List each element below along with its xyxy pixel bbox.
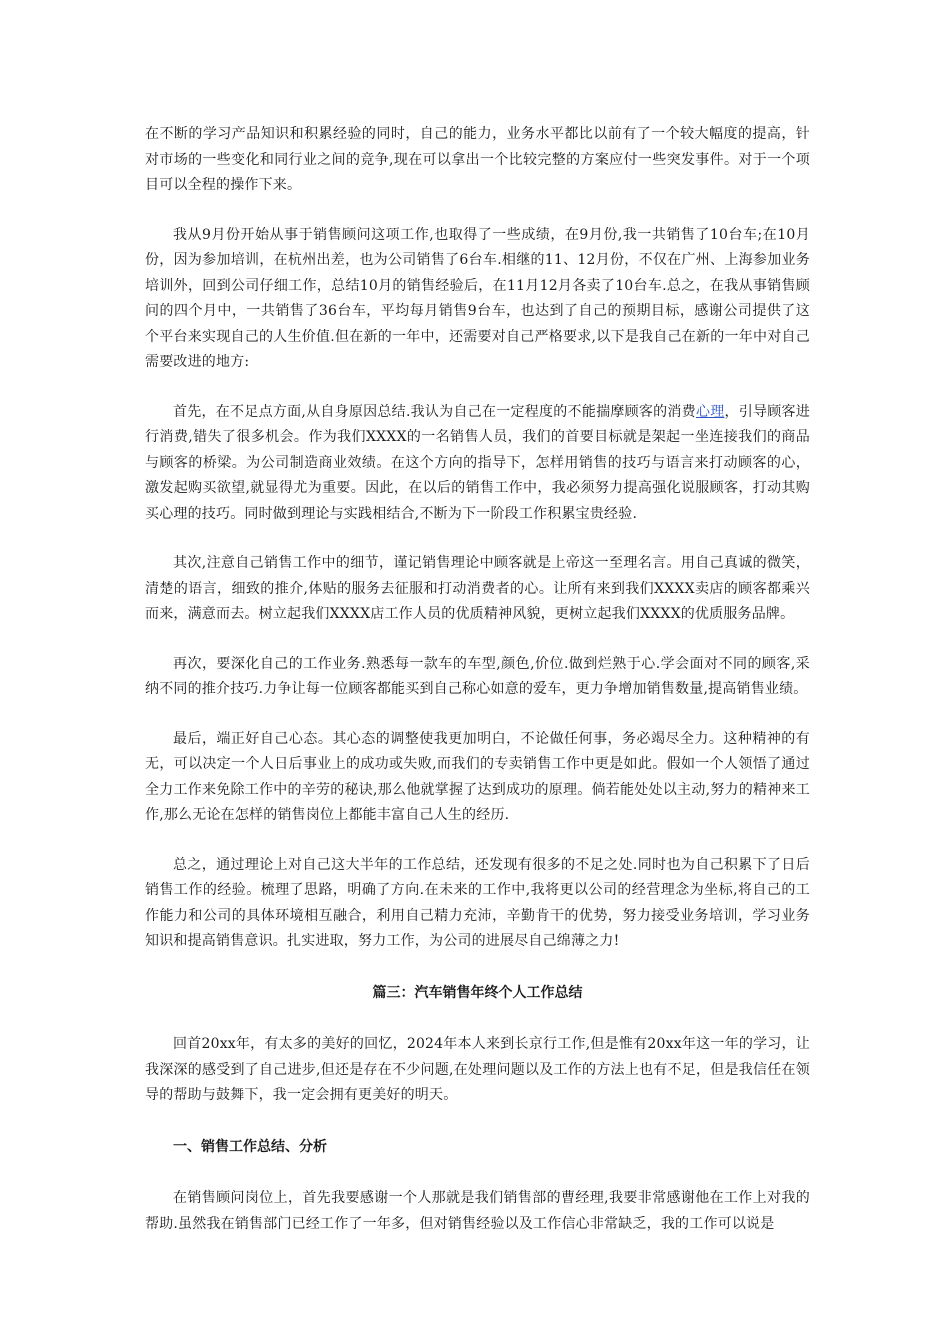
paragraph-sales-analysis: 在销售顾问岗位上，首先我要感谢一个人那就是我们销售部的曹经理,我要非常感谢他在工作上对我的帮助.虽然我在销售部门已经工作了一年多，但对销售经验以及工作信心非常缺乏，我的工作可以说是: [145, 1190, 810, 1232]
paragraph-second: 其次,注意自己销售工作中的细节，谨记销售理论中顾客就是上帝这一至理名言。用自己真诚的微笑，清楚的语言，细致的推介,体贴的服务去征服和打动消费者的心。让所有来到我们XXXX卖店的顾客都乘兴而来，满意而去。树立起我们XXXX店工作人员的优质精神风貌，更树立起我们XXXX的优质服务品牌。: [145, 555, 810, 622]
paragraph-review: 回首20xx年，有太多的美好的回忆，2024年本人来到长京行工作,但是惟有20xx年这一年的学习，让我深深的感受到了自己进步,但还是存在不少问题,在处理问题以及工作的方法上也有不足，但是我信任在领导的帮助与鼓舞下，我一定会拥有更美好的明天。: [145, 1036, 810, 1103]
psychology-link[interactable]: 心理: [695, 403, 725, 420]
subsection-heading: 一、销售工作总结、分析: [173, 1138, 327, 1155]
paragraph-last: 最后，端正好自己心态。其心态的调整使我更加明白，不论做任何事，务必竭尽全力。这种精神的有无，可以决定一个人日后事业上的成功或失败,而我们的专卖销售工作中更是如此。假如一个人领悟了通过全力工作来免除工作中的辛劳的秘诀,那么他就掌握了达到成功的原理。倘若能处处以主动,努力的精神来工作,那么无论在怎样的销售岗位上都能丰富自己人生的经历.: [145, 730, 810, 823]
paragraph-sales-record: 我从9月份开始从事于销售顾问这项工作,也取得了一些成绩，在9月份,我一共销售了10台车;在10月份，因为参加培训，在杭州出差，也为公司销售了6台车.相继的11、12月份，不仅在广州、上海参加业务培训外，回到公司仔细工作，总结10月的销售经验后，在11月12月各卖了10台车.总之，在我从事销售顾问的四个月中，一共销售了36台车，平均每月销售9台车，也达到了自己的预期目标，感谢公司提供了这个平台来实现自己的人生价值.但在新的一年中，还需要对自己严格要求,以下是我自己在新的一年中对自己需要改进的地方:: [145, 226, 810, 370]
paragraph-third: 再次，要深化自己的工作业务.熟悉每一款车的车型,颜色,价位.做到烂熟于心.学会面对不同的顾客,采纳不同的推介技巧.力争让每一位顾客都能买到自己称心如意的爱车，更力争增加销售数量,提高销售业绩。: [145, 655, 810, 697]
document-page: [145, 122, 810, 1237]
paragraph-conclusion: 总之，通过理论上对自己这大半年的工作总结，还发现有很多的不足之处.同时也为自己积累下了日后销售工作的经验。梳理了思路，明确了方向.在未来的工作中,我将更以公司的经营理念为坐标,将自己的工作能力和公司的具体环境相互融合，利用自己精力充沛，辛勤肯干的优势，努力接受业务培训，学习业务知识和提高销售意识。扎实进取，努力工作，为公司的进展尽自己绵薄之力!: [145, 856, 810, 949]
paragraph-first-text-a: 首先，在不足点方面,从自身原因总结.我认为自己在一定程度的不能揣摩顾客的消费: [173, 403, 696, 420]
section-title: 篇三：汽车销售年终个人工作总结: [372, 984, 583, 1001]
paragraph-first: [145, 400, 810, 528]
paragraph-first-text-b: ，引导顾客进行消费,错失了很多机会。作为我们XXXX的一名销售人员，我们的首要目标就是架起一坐连接我们的商品与顾客的桥梁。为公司制造商业效绩。在这个方向的指导下，怎样用销售的技巧与语言来打动顾客的心，激发起购买欲望,就显得尤为重要。因此，在以后的销售工作中，我必须努力提高强化说服顾客，打动其购买心理的技巧。同时做到理论与实践相结合,不断为下一阶段工作积累宝贵经验.: [145, 403, 811, 522]
paragraph-intro: 在不断的学习产品知识和积累经验的同时，自己的能力，业务水平都比以前有了一个较大幅度的提高，针对市场的一些变化和同行业之间的竞争,现在可以拿出一个比较完整的方案应付一些突发事件。对于一个项目可以全程的操作下来。: [145, 126, 810, 193]
